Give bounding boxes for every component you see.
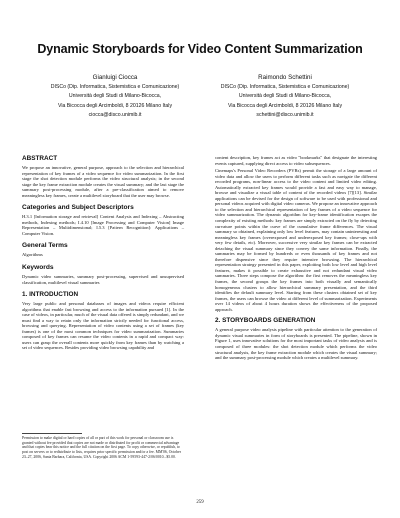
author-affiliation: DISCo (Dip. Informatica, Sistemistica e Comunicazione): [220, 83, 350, 90]
author-email: schettini@disco.unimib.it: [256, 112, 314, 118]
keywords-text: Dynamic video summaries, summary post-processing, supervised and unsupervised classification, multilevel visual summaries: [22, 274, 184, 285]
right-column: [215, 155, 377, 367]
author-university: Università degli Studi di Milano-Bicocca,: [238, 93, 332, 99]
categories-heading: Categories and Subject Descriptors: [22, 204, 134, 212]
keywords-section: [22, 264, 184, 285]
abstract-text: We propose an innovative, general purpose, approach to the selection and hierarchical representation of key frames of a video sequence for video summarization. In the first stage the shot detection module performs the video structural analysis; in the second stage the key frame extraction module creates the visual summary; and the last stage the summary post-processing module, after a pre-classification aimed to remove meaningless key frames, create a multilevel storyboard that the user may browse.: [22, 165, 184, 198]
keywords-heading: Keywords: [22, 264, 54, 272]
intro-continued-text: content description, key frames act as video "bookmarks" that designate the interesting events captured, supplying direct access to video subsequences.: [215, 155, 377, 166]
storyboards-heading: 2. STORYBOARDS GENERATION: [215, 317, 316, 325]
introduction-heading: 1. INTRODUCTION: [22, 291, 79, 299]
general-terms-section: [22, 242, 184, 258]
storyboards-section: [215, 317, 377, 360]
copyright-footnote: Permission to make digital or hard copies of all or part of this work for personal or classroom use is granted without fee provided that copies are not made or distributed for profit or commercial advantage and that copies bear this notice and the full citation on the first page. To copy otherwise, or republish, to post on servers or to redistribute to lists, requires prior specific permission and/or a fee. MM'06, October 23–27, 2006, Santa Barbara, California, USA. Copyright 2006 ACM 1-59593-447-2/06/0010...$5.00.: [22, 436, 181, 459]
author-block-2: [185, 73, 385, 121]
author-name: Gianluigi Ciocca: [92, 74, 138, 81]
author-university: Università degli Studi di Milano-Bicocca,: [68, 93, 162, 99]
author-email: ciocca@disco.unimib.it: [88, 112, 142, 118]
author-name: Raimondo Schettini: [258, 74, 312, 81]
paper-title: Dynamic Storyboards for Video Content Summarization: [37, 42, 363, 56]
abstract-section: [22, 155, 184, 198]
general-terms-heading: General Terms: [22, 242, 68, 250]
page-number: 259: [196, 500, 204, 505]
left-column: [22, 155, 184, 357]
introduction-section: [22, 291, 184, 351]
intro-paragraph-2: Cinemaps's Personal Video Recorders (PVRs) permit the storage of a large amount of video data and allow the users to perform different tasks such as navigate the different recorded programs, non-linear access to the video content and limited video editing. Automatically extracted key frames would provide a fast and easy way to manage, browse and visualize a visual table of content of the recorded videos [7][13]. Similar applications can be devised for the design of software to be used with professional and personal videos acquired with digital video cameras. We propose an innovative approach to the selection and hierarchical representation of key frames of a video sequence for video summarization. The dynamic algorithm for key-frame identification escapes the complexity of existing methods: key frames are simply extracted on the fly by detecting curvature points within the curve of the cumulative frame differences. The visual summary so obtained, explaining only low level features, may contain uninteresting and meaningless key frames (overexposed and underexposed key frames; close-ups with very few details, etc). Moreover, successive very similar key frames can be extracted detaching the visual summary since they convey the same information. Finally, the summaries may be formed by hundreds or even thousands of key frames and not therefore dispensive since they require intensive browsing. The hierarchical representation strategy presented in this paper, exploiting both low level and high level features, makes it possible to create exhaustive and not redundant visual video summaries. Three steps compose the algorithm: the first removes the meaningless key frames, the second groups the key frames into both visually and semantically homogeneous clusters to allow hierarchical summary presentation, and the third identifies the default summary level. Starting from these clusters obtained set of key frames, the users can browse the video at different level of summarization. Experiments over 14 videos of about 4 hours duration shows the effectiveness of the proposed approach.: [215, 168, 377, 312]
categories-text: H.3.1 [Information storage and retrieval] Content Analysis and Indexing – Abstracting methods, Indexing methods; I.4.10 [Image Processing and Computer Vision] Image Representation – Multidimensional; I.5.3 [Pattern Recognition]: Applications – Computer Vision.: [22, 214, 184, 236]
introduction-text: Very large public and personal databases of images and videos require efficient algorithms that enable fast browsing and access to the information pursued [1]. In the case of videos, in particular, much of the visual data offered is simply redundant, and we must find a way to retain only the information strictly needed for functional access, browsing and querying. Representation of video contents using a set of frames (key frames) is one of the most common techniques for video summarization. Summaries composed of key frames can resume the video contents in a rapid and compact way: users can grasp the overall contents more quickly from key frames than by watching a set of video sequences. Besides providing video browsing capability and: [22, 301, 184, 351]
general-terms-text: Algorithms: [22, 252, 43, 258]
categories-section: [22, 204, 184, 236]
storyboards-text: A general purpose video analysis pipeline with particular attention to the generation of dynamic visual summaries in form of storyboards is presented. The pipeline, shown in Figure 1, uses innovative solutions for the most important tasks of video analysis and is composed of three modules: the shot detection module which performs the video structural analysis, the key frame extraction module which creates the visual summary; and the summary post-processing module which creates a multilevel summary.: [215, 327, 377, 361]
abstract-heading: ABSTRACT: [22, 155, 58, 162]
footnote-divider: [22, 433, 82, 434]
author-address: Via Bicocca degli Arcimboldi, 8 20126 Milano Italy: [57, 102, 173, 109]
author-affiliation: DISCo (Dip. Informatica, Sistemistica e Comunicazione): [50, 83, 180, 90]
author-address: Via Bicocca degli Arcimboldi, 8 20126 Milano Italy: [227, 102, 343, 109]
